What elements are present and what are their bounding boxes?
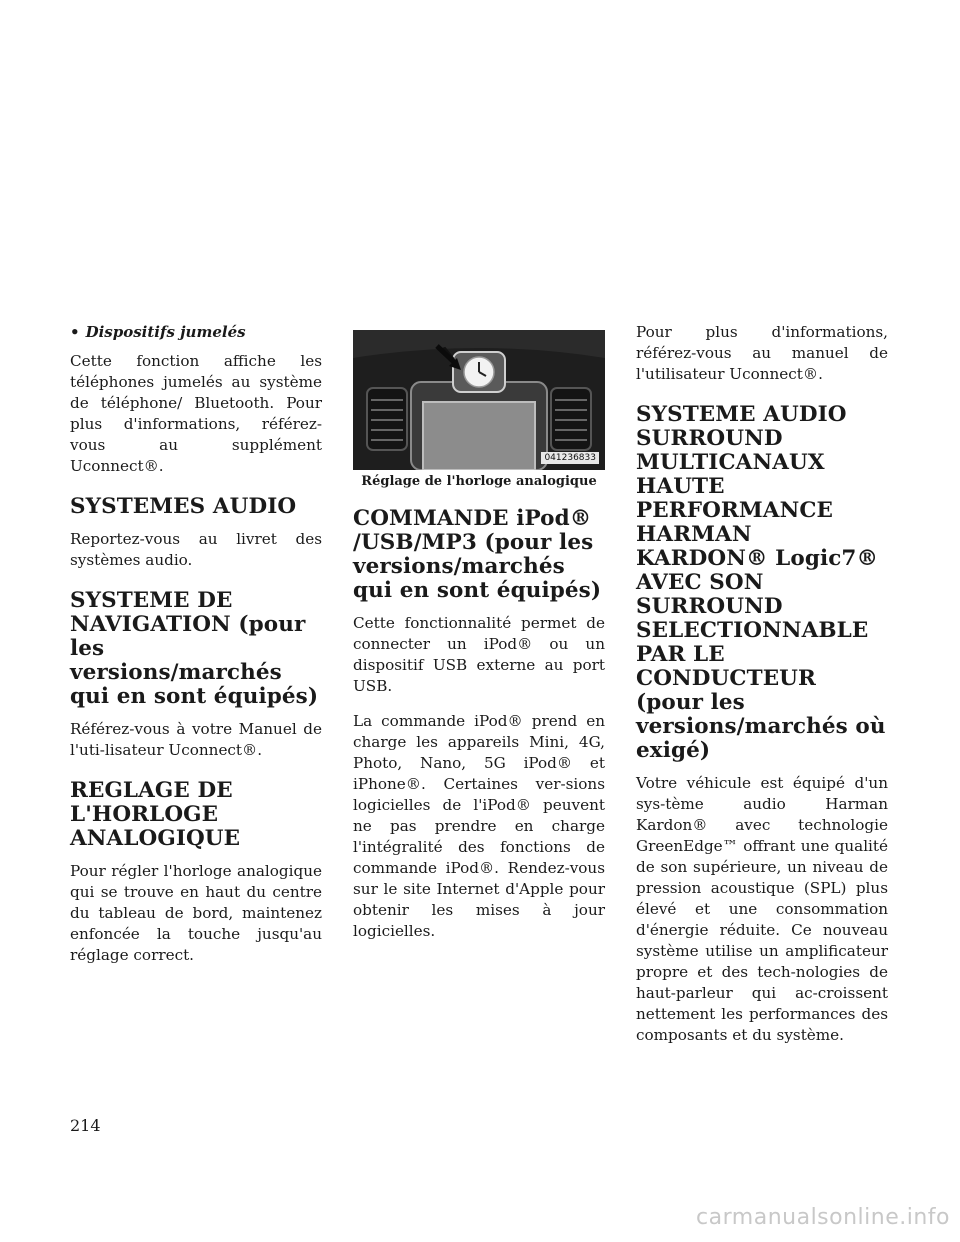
heading-navigation: SYSTEME DE NAVIGATION (pour les versions/marchés qui en sont équipés) <box>70 588 319 709</box>
dashboard-clock-illustration <box>353 330 605 470</box>
heading-ipod-usb: COMMANDE iPod® /USB/MP3 (pour les versions/marchés qui en sont équipés) <box>353 506 602 603</box>
figure-code: 041236833 <box>541 452 599 464</box>
paragraph-navigation: Référez-vous à votre Manuel de l'uti-lisateur Uconnect®. <box>70 720 322 759</box>
paragraph-harman-kardon: Votre véhicule est équipé d'un sys-tème audio Harman Kardon® avec technologie GreenEdge™ offrant une qualité de son supérieure, un niveau de pression acoustique (SPL) plus élevé et une consommation d'énergie réduite. Ce nouveau système utilise un amplificateur propre et des tech-nologies de haut-parleur qui ac-croissent nettement les performances des composants et du système. <box>636 774 888 1044</box>
page-number: 214 <box>70 1116 101 1135</box>
paragraph-ipod-support: La commande iPod® prend en charge les appareils Mini, 4G, Photo, Nano, 5G iPod® et iPhone®. Certaines ver-sions logicielles de l'iPod® peuvent ne pas prendre en charge l'intégralité des fonctions de commande iPod®. Rendez-vous sur le site Internet d'Apple pour obtenir les mises à jour logicielles. <box>353 712 605 940</box>
heading-analog-clock: REGLAGE DE L'HORLOGE ANALOGIQUE <box>70 778 241 851</box>
bullet-text: Dispositifs jumelés <box>85 323 246 341</box>
paragraph-uconnect-more-info: Pour plus d'informations, référez-vous au manuel de l'utilisateur Uconnect®. <box>636 323 888 383</box>
heading-audio-systems: SYSTEMES AUDIO <box>70 494 297 519</box>
paragraph-analog-clock: Pour régler l'horloge analogique qui se trouve en haut du centre du tableau de bord, maintenez enfoncée la touche jusqu'au réglage correct. <box>70 862 322 964</box>
column-left <box>70 322 322 980</box>
paragraph-audio-systems: Reportez-vous au livret des systèmes audio. <box>70 530 322 569</box>
heading-harman-kardon: SYSTEME AUDIO SURROUND MULTICANAUX HAUTE PERFORMANCE HARMAN KARDON® Logic7® AVEC SON SURROUND SELECTIONNABLE PAR LE CONDUCTEUR (pour les versions/marchés où exigé) <box>636 402 886 763</box>
bullet-dot: • <box>70 323 80 341</box>
bullet-item <box>70 322 322 343</box>
column-middle <box>353 322 605 956</box>
watermark: carmanualsonline.info <box>696 1205 950 1230</box>
figure-analog-clock <box>353 330 605 470</box>
paragraph-ipod-intro: Cette fonctionnalité permet de connecter un iPod® ou un dispositif USB externe au port USB. <box>353 614 605 695</box>
figure-caption: Réglage de l'horloge analogique <box>361 474 597 489</box>
column-right <box>636 322 888 1060</box>
paragraph-paired-devices: Cette fonction affiche les téléphones jumelés au système de téléphone/ Bluetooth. Pour plus d'informations, référez-vous au supplément Uconnect®. <box>70 352 322 475</box>
